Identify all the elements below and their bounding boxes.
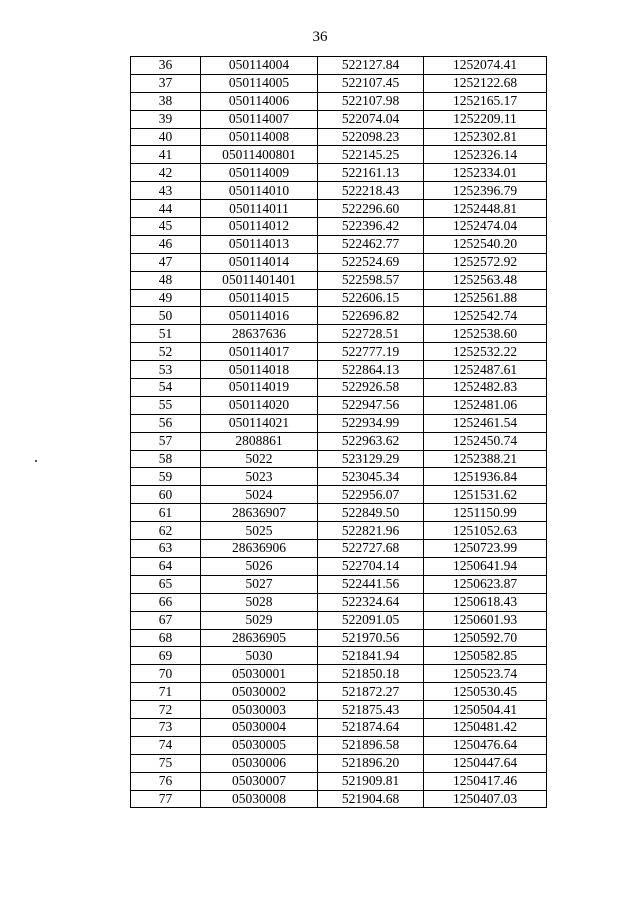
y-coordinate-cell: 1252122.68 <box>424 74 547 92</box>
y-coordinate-cell: 1251531.62 <box>424 486 547 504</box>
table-row <box>131 57 547 75</box>
table-row <box>131 647 547 665</box>
row-number-cell: 56 <box>131 414 201 432</box>
table-row <box>131 683 547 701</box>
row-number-cell: 46 <box>131 235 201 253</box>
x-coordinate-cell: 521850.18 <box>318 665 424 683</box>
row-number-cell: 42 <box>131 164 201 182</box>
x-coordinate-cell: 522127.84 <box>318 57 424 75</box>
row-number-cell: 76 <box>131 772 201 790</box>
x-coordinate-cell: 522956.07 <box>318 486 424 504</box>
coordinates-table-body <box>131 57 547 808</box>
row-number-cell: 63 <box>131 540 201 558</box>
point-id-cell: 050114005 <box>201 74 318 92</box>
x-coordinate-cell: 522091.05 <box>318 611 424 629</box>
x-coordinate-cell: 521970.56 <box>318 629 424 647</box>
row-number-cell: 49 <box>131 289 201 307</box>
point-id-cell: 05011400801 <box>201 146 318 164</box>
row-number-cell: 40 <box>131 128 201 146</box>
point-id-cell: 050114013 <box>201 235 318 253</box>
x-coordinate-cell: 522462.77 <box>318 235 424 253</box>
x-coordinate-cell: 522098.23 <box>318 128 424 146</box>
point-id-cell: 28636907 <box>201 504 318 522</box>
point-id-cell: 050114018 <box>201 361 318 379</box>
point-id-cell: 5026 <box>201 557 318 575</box>
table-row <box>131 593 547 611</box>
table-row <box>131 379 547 397</box>
table-row <box>131 200 547 218</box>
y-coordinate-cell: 1250504.41 <box>424 701 547 719</box>
row-number-cell: 71 <box>131 683 201 701</box>
x-coordinate-cell: 522947.56 <box>318 396 424 414</box>
y-coordinate-cell: 1250407.03 <box>424 790 547 808</box>
point-id-cell: 5022 <box>201 450 318 468</box>
y-coordinate-cell: 1252561.88 <box>424 289 547 307</box>
y-coordinate-cell: 1251150.99 <box>424 504 547 522</box>
y-coordinate-cell: 1252450.74 <box>424 432 547 450</box>
point-id-cell: 050114019 <box>201 379 318 397</box>
point-id-cell: 28636906 <box>201 540 318 558</box>
x-coordinate-cell: 522864.13 <box>318 361 424 379</box>
point-id-cell: 050114016 <box>201 307 318 325</box>
row-number-cell: 69 <box>131 647 201 665</box>
point-id-cell: 05030003 <box>201 701 318 719</box>
row-number-cell: 38 <box>131 92 201 110</box>
point-id-cell: 050114008 <box>201 128 318 146</box>
y-coordinate-cell: 1252572.92 <box>424 253 547 271</box>
point-id-cell: 5028 <box>201 593 318 611</box>
x-coordinate-cell: 522324.64 <box>318 593 424 611</box>
row-number-cell: 66 <box>131 593 201 611</box>
x-coordinate-cell: 522926.58 <box>318 379 424 397</box>
row-number-cell: 45 <box>131 218 201 236</box>
table-row <box>131 468 547 486</box>
row-number-cell: 36 <box>131 57 201 75</box>
row-number-cell: 58 <box>131 450 201 468</box>
y-coordinate-cell: 1252209.11 <box>424 110 547 128</box>
table-row <box>131 718 547 736</box>
y-coordinate-cell: 1250723.99 <box>424 540 547 558</box>
y-coordinate-cell: 1252540.20 <box>424 235 547 253</box>
y-coordinate-cell: 1250417.46 <box>424 772 547 790</box>
row-number-cell: 73 <box>131 718 201 736</box>
row-number-cell: 59 <box>131 468 201 486</box>
x-coordinate-cell: 522727.68 <box>318 540 424 558</box>
y-coordinate-cell: 1252388.21 <box>424 450 547 468</box>
table-row <box>131 307 547 325</box>
y-coordinate-cell: 1250447.64 <box>424 754 547 772</box>
y-coordinate-cell: 1250523.74 <box>424 665 547 683</box>
y-coordinate-cell: 1250623.87 <box>424 575 547 593</box>
y-coordinate-cell: 1252563.48 <box>424 271 547 289</box>
y-coordinate-cell: 1252302.81 <box>424 128 547 146</box>
table-row <box>131 164 547 182</box>
x-coordinate-cell: 522696.82 <box>318 307 424 325</box>
point-id-cell: 05030007 <box>201 772 318 790</box>
table-row <box>131 701 547 719</box>
point-id-cell: 5027 <box>201 575 318 593</box>
table-row <box>131 289 547 307</box>
point-id-cell: 050114014 <box>201 253 318 271</box>
point-id-cell: 5023 <box>201 468 318 486</box>
point-id-cell: 28637636 <box>201 325 318 343</box>
table-row <box>131 665 547 683</box>
point-id-cell: 5024 <box>201 486 318 504</box>
row-number-cell: 70 <box>131 665 201 683</box>
point-id-cell: 050114021 <box>201 414 318 432</box>
y-coordinate-cell: 1252532.22 <box>424 343 547 361</box>
x-coordinate-cell: 522074.04 <box>318 110 424 128</box>
row-number-cell: 72 <box>131 701 201 719</box>
x-coordinate-cell: 522218.43 <box>318 182 424 200</box>
table-row <box>131 218 547 236</box>
point-id-cell: 2808861 <box>201 432 318 450</box>
point-id-cell: 05030005 <box>201 736 318 754</box>
x-coordinate-cell: 521875.43 <box>318 701 424 719</box>
point-id-cell: 050114017 <box>201 343 318 361</box>
row-number-cell: 74 <box>131 736 201 754</box>
table-row <box>131 74 547 92</box>
row-number-cell: 55 <box>131 396 201 414</box>
row-number-cell: 41 <box>131 146 201 164</box>
x-coordinate-cell: 522963.62 <box>318 432 424 450</box>
row-number-cell: 50 <box>131 307 201 325</box>
point-id-cell: 050114009 <box>201 164 318 182</box>
table-row <box>131 343 547 361</box>
row-number-cell: 54 <box>131 379 201 397</box>
table-row <box>131 110 547 128</box>
x-coordinate-cell: 522145.25 <box>318 146 424 164</box>
point-id-cell: 05030004 <box>201 718 318 736</box>
row-number-cell: 43 <box>131 182 201 200</box>
table-row <box>131 540 547 558</box>
x-coordinate-cell: 523045.34 <box>318 468 424 486</box>
y-coordinate-cell: 1252538.60 <box>424 325 547 343</box>
row-number-cell: 68 <box>131 629 201 647</box>
row-number-cell: 67 <box>131 611 201 629</box>
row-number-cell: 77 <box>131 790 201 808</box>
row-number-cell: 53 <box>131 361 201 379</box>
point-id-cell: 050114012 <box>201 218 318 236</box>
table-row <box>131 128 547 146</box>
row-number-cell: 47 <box>131 253 201 271</box>
row-number-cell: 64 <box>131 557 201 575</box>
x-coordinate-cell: 523129.29 <box>318 450 424 468</box>
x-coordinate-cell: 522728.51 <box>318 325 424 343</box>
point-id-cell: 05030008 <box>201 790 318 808</box>
y-coordinate-cell: 1252326.14 <box>424 146 547 164</box>
x-coordinate-cell: 521896.58 <box>318 736 424 754</box>
x-coordinate-cell: 522934.99 <box>318 414 424 432</box>
y-coordinate-cell: 1252074.41 <box>424 57 547 75</box>
y-coordinate-cell: 1252461.54 <box>424 414 547 432</box>
row-number-cell: 62 <box>131 522 201 540</box>
x-coordinate-cell: 522441.56 <box>318 575 424 593</box>
x-coordinate-cell: 522107.98 <box>318 92 424 110</box>
x-coordinate-cell: 522598.57 <box>318 271 424 289</box>
y-coordinate-cell: 1252448.81 <box>424 200 547 218</box>
y-coordinate-cell: 1252396.79 <box>424 182 547 200</box>
table-row <box>131 361 547 379</box>
y-coordinate-cell: 1250530.45 <box>424 683 547 701</box>
point-id-cell: 050114006 <box>201 92 318 110</box>
row-number-cell: 48 <box>131 271 201 289</box>
table-row <box>131 182 547 200</box>
point-id-cell: 050114004 <box>201 57 318 75</box>
x-coordinate-cell: 521874.64 <box>318 718 424 736</box>
row-number-cell: 44 <box>131 200 201 218</box>
scan-speck <box>35 460 37 462</box>
table-row <box>131 504 547 522</box>
table-row <box>131 629 547 647</box>
x-coordinate-cell: 522161.13 <box>318 164 424 182</box>
table-row <box>131 146 547 164</box>
point-id-cell: 05030006 <box>201 754 318 772</box>
page-number: 36 <box>312 29 328 45</box>
x-coordinate-cell: 522821.96 <box>318 522 424 540</box>
x-coordinate-cell: 521872.27 <box>318 683 424 701</box>
point-id-cell: 05011401401 <box>201 271 318 289</box>
y-coordinate-cell: 1252542.74 <box>424 307 547 325</box>
table-row <box>131 325 547 343</box>
y-coordinate-cell: 1250592.70 <box>424 629 547 647</box>
y-coordinate-cell: 1250476.64 <box>424 736 547 754</box>
row-number-cell: 57 <box>131 432 201 450</box>
y-coordinate-cell: 1252165.17 <box>424 92 547 110</box>
x-coordinate-cell: 521904.68 <box>318 790 424 808</box>
coordinates-table <box>130 56 547 808</box>
table-row <box>131 790 547 808</box>
y-coordinate-cell: 1252334.01 <box>424 164 547 182</box>
table-row <box>131 414 547 432</box>
x-coordinate-cell: 522777.19 <box>318 343 424 361</box>
table-row <box>131 772 547 790</box>
table-row <box>131 754 547 772</box>
table-row <box>131 235 547 253</box>
y-coordinate-cell: 1251052.63 <box>424 522 547 540</box>
point-id-cell: 050114010 <box>201 182 318 200</box>
y-coordinate-cell: 1250618.43 <box>424 593 547 611</box>
x-coordinate-cell: 521909.81 <box>318 772 424 790</box>
point-id-cell: 050114011 <box>201 200 318 218</box>
y-coordinate-cell: 1250582.85 <box>424 647 547 665</box>
table-row <box>131 736 547 754</box>
row-number-cell: 60 <box>131 486 201 504</box>
table-row <box>131 486 547 504</box>
table-row <box>131 253 547 271</box>
point-id-cell: 5030 <box>201 647 318 665</box>
x-coordinate-cell: 521896.20 <box>318 754 424 772</box>
point-id-cell: 05030001 <box>201 665 318 683</box>
table-row <box>131 575 547 593</box>
table-row <box>131 557 547 575</box>
table-row <box>131 432 547 450</box>
point-id-cell: 5025 <box>201 522 318 540</box>
x-coordinate-cell: 522296.60 <box>318 200 424 218</box>
y-coordinate-cell: 1252474.04 <box>424 218 547 236</box>
y-coordinate-cell: 1250601.93 <box>424 611 547 629</box>
point-id-cell: 28636905 <box>201 629 318 647</box>
table-row <box>131 396 547 414</box>
row-number-cell: 75 <box>131 754 201 772</box>
row-number-cell: 51 <box>131 325 201 343</box>
y-coordinate-cell: 1251936.84 <box>424 468 547 486</box>
point-id-cell: 050114015 <box>201 289 318 307</box>
table-row <box>131 522 547 540</box>
x-coordinate-cell: 522606.15 <box>318 289 424 307</box>
point-id-cell: 050114020 <box>201 396 318 414</box>
row-number-cell: 39 <box>131 110 201 128</box>
x-coordinate-cell: 522107.45 <box>318 74 424 92</box>
y-coordinate-cell: 1252482.83 <box>424 379 547 397</box>
x-coordinate-cell: 522704.14 <box>318 557 424 575</box>
table-row <box>131 611 547 629</box>
x-coordinate-cell: 522849.50 <box>318 504 424 522</box>
y-coordinate-cell: 1252487.61 <box>424 361 547 379</box>
row-number-cell: 37 <box>131 74 201 92</box>
row-number-cell: 52 <box>131 343 201 361</box>
y-coordinate-cell: 1250641.94 <box>424 557 547 575</box>
y-coordinate-cell: 1252481.06 <box>424 396 547 414</box>
point-id-cell: 5029 <box>201 611 318 629</box>
point-id-cell: 050114007 <box>201 110 318 128</box>
point-id-cell: 05030002 <box>201 683 318 701</box>
y-coordinate-cell: 1250481.42 <box>424 718 547 736</box>
table-row <box>131 450 547 468</box>
row-number-cell: 61 <box>131 504 201 522</box>
row-number-cell: 65 <box>131 575 201 593</box>
x-coordinate-cell: 521841.94 <box>318 647 424 665</box>
table-row <box>131 92 547 110</box>
x-coordinate-cell: 522396.42 <box>318 218 424 236</box>
x-coordinate-cell: 522524.69 <box>318 253 424 271</box>
table-row <box>131 271 547 289</box>
